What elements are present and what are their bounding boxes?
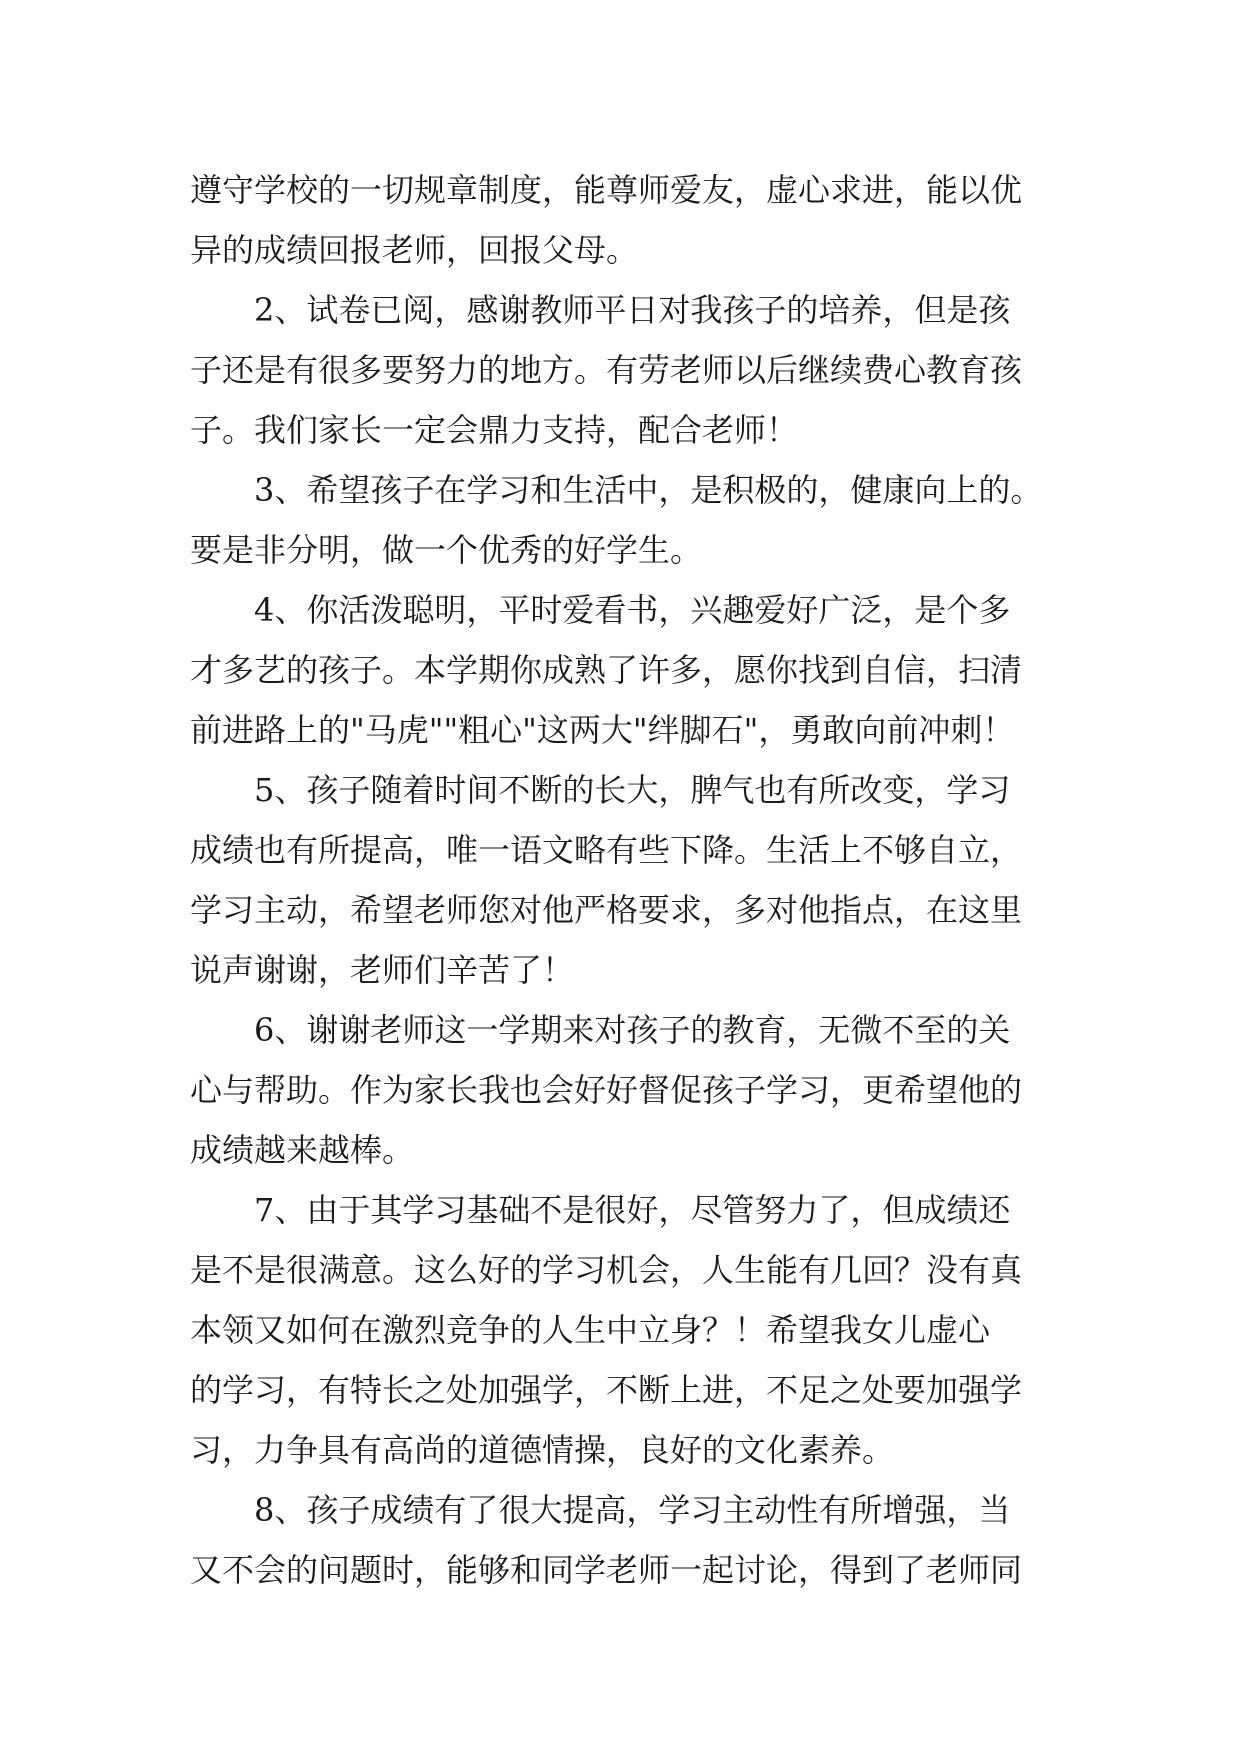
text-line: 遵守学校的一切规章制度，能尊师爱友，虚心求进，能以优 <box>190 171 1023 209</box>
text-line: 本领又如何在激烈竞争的人生中立身？！希望我女儿虚心 <box>190 1311 991 1349</box>
paragraph-start-line: 2、试卷已阅，感谢教师平日对我孩子的培养，但是孩 <box>254 291 1011 329</box>
text-line: 子。我们家长一定会鼎力支持，配合老师！ <box>190 411 799 449</box>
text-line: 才多艺的孩子。本学期你成熟了许多，愿你找到自信，扫清 <box>190 651 1023 689</box>
paragraph-start-line: 7、由于其学习基础不是很好，尽管努力了，但成绩还 <box>254 1191 1011 1229</box>
text-line: 又不会的问题时，能够和同学老师一起讨论，得到了老师同 <box>190 1551 1023 1589</box>
paragraph-start-line: 4、你活泼聪明，平时爱看书，兴趣爱好广泛，是个多 <box>254 591 1011 629</box>
text-line: 说声谢谢，老师们辛苦了！ <box>190 951 575 989</box>
text-line: 是不是很满意。这么好的学习机会，人生能有几回？没有真 <box>190 1251 1023 1289</box>
text-line: 心与帮助。作为家长我也会好好督促孩子学习，更希望他的 <box>190 1071 1023 1109</box>
text-line: 成绩也有所提高，唯一语文略有些下降。生活上不够自立， <box>190 831 1023 869</box>
text-line: 学习主动，希望老师您对他严格要求，多对他指点，在这里 <box>190 891 1023 929</box>
text-line: 前进路上的"马虎""粗心"这两大"绊脚石"，勇敢向前冲刺！ <box>190 711 1015 749</box>
text-line: 子还是有很多要努力的地方。有劳老师以后继续费心教育孩 <box>190 351 1023 389</box>
paragraph-start-line: 3、希望孩子在学习和生活中，是积极的，健康向上的。 <box>254 471 1043 509</box>
text-line: 要是非分明，做一个优秀的好学生。 <box>190 531 703 569</box>
paragraph-start-line: 8、孩子成绩有了很大提高，学习主动性有所增强，当 <box>254 1491 1011 1529</box>
text-line: 异的成绩回报老师，回报父母。 <box>190 231 639 269</box>
paragraph-start-line: 6、谢谢老师这一学期来对孩子的教育，无微不至的关 <box>254 1011 1011 1049</box>
text-line: 的学习，有特长之处加强学，不断上进，不足之处要加强学 <box>190 1371 1023 1409</box>
text-line: 习，力争具有高尚的道德情操，良好的文化素养。 <box>190 1431 895 1469</box>
text-line: 成绩越来越棒。 <box>190 1131 415 1169</box>
document-page <box>190 160 1052 1600</box>
paragraph-start-line: 5、孩子随着时间不断的长大，脾气也有所改变，学习 <box>254 771 1011 809</box>
